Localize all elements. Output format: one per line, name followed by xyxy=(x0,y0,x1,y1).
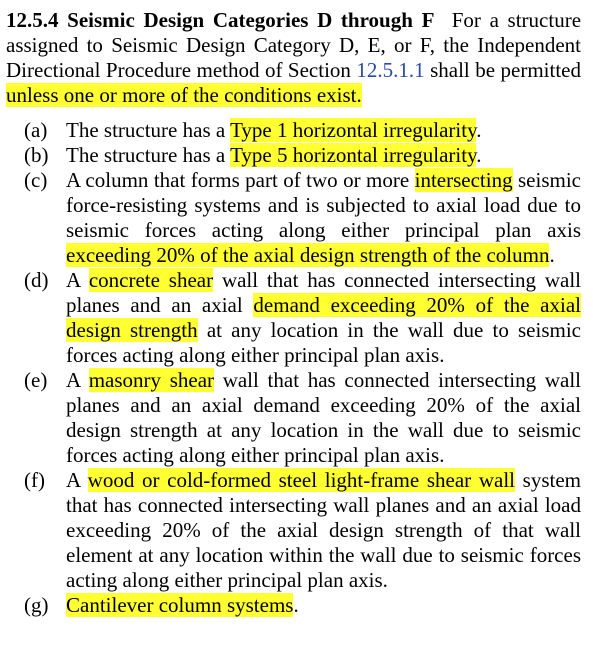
condition-text: A xyxy=(66,368,89,392)
condition-label: (d) xyxy=(24,268,49,292)
condition-text: at any location in the wall due to seismic forces acting along either principal plan axis. xyxy=(66,318,582,367)
condition-item xyxy=(6,118,581,143)
condition-label: (f) xyxy=(24,468,45,492)
highlighted-text: intersecting xyxy=(414,168,513,192)
condition-item xyxy=(6,143,581,168)
section-body-continued: shall be permitted xyxy=(430,58,581,82)
conditions-list xyxy=(6,118,581,618)
condition-text: The structure has a xyxy=(66,118,231,142)
highlighted-text: unless one or more of the conditions exist. xyxy=(6,83,362,107)
section-reference-link[interactable]: 12.5.1.1 xyxy=(356,58,425,82)
condition-text: wall that has connected intersecting wall planes and an axial xyxy=(66,268,581,317)
condition-label: (e) xyxy=(24,368,48,392)
condition-item xyxy=(6,593,581,618)
condition-label: (a) xyxy=(24,118,48,142)
condition-text: wall that has connected intersecting wall planes and an axial demand exceeding 20% of the axial design strength at any location in the wall due to seismic forces acting along either principal plan axis. xyxy=(66,368,581,467)
highlighted-text: masonry shear xyxy=(88,368,215,392)
condition-text: A xyxy=(66,468,88,492)
section-heading xyxy=(6,8,434,32)
condition-label: (g) xyxy=(24,593,49,617)
highlighted-text: Type 1 horizontal irregularity xyxy=(230,118,477,142)
section-title: Seismic Design Categories D through F xyxy=(67,8,435,32)
section-body: For a structure assigned to Seismic Design Category D, E, or F, the Independent Directional Procedure method of Section xyxy=(6,8,582,82)
condition-text: . xyxy=(476,118,482,142)
highlighted-text: exceeding 20% of the axial design strength of the column xyxy=(66,243,550,267)
condition-text: seismic force-resisting systems and is subjected to axial load due to seismic forces acting along either principal plan axis xyxy=(66,168,581,242)
highlighted-text: Cantilever column systems xyxy=(66,593,294,617)
highlighted-text: demand exceeding 20% of the axial design strength xyxy=(66,293,581,342)
highlighted-text: wood or cold-formed steel light-frame shear wall xyxy=(87,468,515,492)
condition-label: (c) xyxy=(24,168,48,192)
condition-text: . xyxy=(476,143,482,167)
condition-label: (b) xyxy=(24,143,49,167)
condition-item xyxy=(6,468,581,593)
condition-text: . xyxy=(549,243,555,267)
highlighted-text: Type 5 horizontal irregularity xyxy=(230,143,477,167)
condition-text: A xyxy=(66,268,89,292)
condition-text: system that has connected intersecting wall planes and an axial load exceeding 20% of the axial design strength of that wall element at any location within the wall due to seismic forces acting along either principal plan axis. xyxy=(66,468,581,592)
condition-text: . xyxy=(293,593,299,617)
section-number: 12.5.4 xyxy=(6,8,59,32)
condition-text: The structure has a xyxy=(66,143,231,167)
section-intro xyxy=(6,8,581,108)
condition-text: A column that forms part of two or more xyxy=(66,168,415,192)
condition-item xyxy=(6,268,581,368)
condition-item xyxy=(6,368,581,468)
highlighted-text: concrete shear xyxy=(88,268,214,292)
condition-item xyxy=(6,168,581,268)
